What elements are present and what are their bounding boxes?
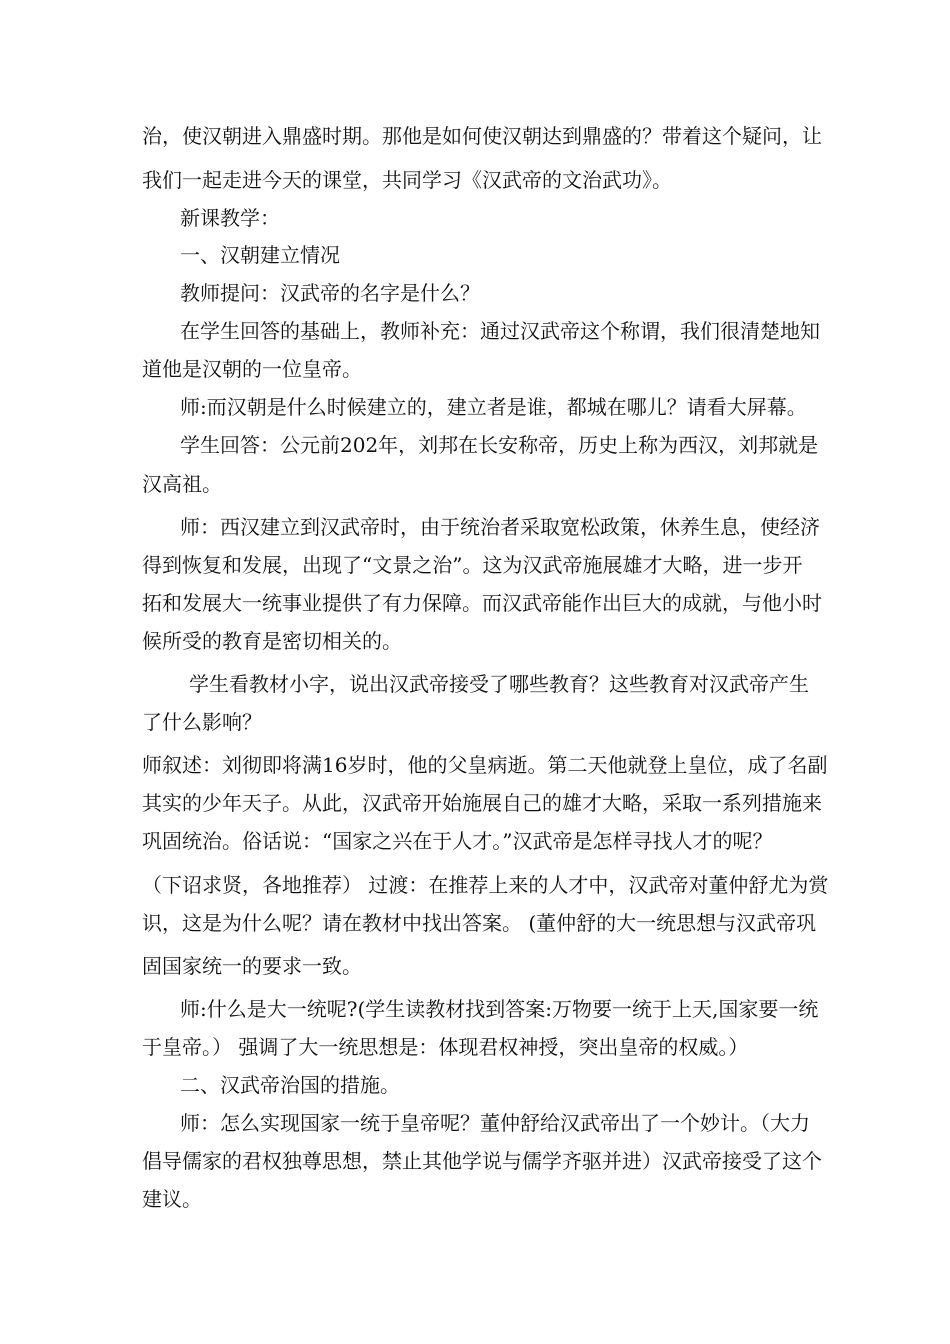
text-line: 巩固统治。俗话说：“国家之兴在于人才。”汉武帝是怎样寻找人才的呢？ — [142, 829, 773, 853]
section-heading: 一、汉朝建立情况 — [180, 243, 340, 267]
text-line: 学生看教材小字，说出汉武帝接受了哪些教育？这些教育对汉武帝产生 — [189, 672, 809, 696]
text-line: 师：怎么实现国家一统于皇帝呢？董仲舒给汉武帝出了一个妙计。（大力 — [180, 1111, 810, 1135]
text-line: 道他是汉朝的一位皇帝。 — [142, 357, 362, 381]
text-line: 学生回答：公元前202年，刘邦在长安称帝，历史上称为西汉，刘邦就是 — [180, 433, 819, 457]
text-line: 其实的少年天子。从此，汉武帝开始施展自己的雄才大略，采取一系列措施来 — [142, 791, 822, 815]
text-line: 得到恢复和发展，出现了“文景之治”。这为汉武帝施展雄才大略，进一步开 — [142, 553, 803, 577]
text-line: 拓和发展大一统事业提供了有力保障。而汉武帝能作出巨大的成就，与他小时 — [142, 591, 822, 615]
text-line: 在学生回答的基础上，教师补充：通过汉武帝这个称谓，我们很清楚地知 — [180, 319, 820, 343]
text-line: 治，使汉朝进入鼎盛时期。那他是如何使汉朝达到鼎盛的？带着这个疑问，让 — [142, 124, 822, 148]
section-heading: 二、汉武帝治国的措施。 — [180, 1073, 400, 1097]
text-line: 师:而汉朝是什么时候建立的，建立者是谁，都城在哪儿？请看大屏幕。 — [180, 395, 807, 419]
text-line: 倡导儒家的君权独尊思想，禁止其他学说与儒学齐驱并进）汉武帝接受了这个 — [142, 1149, 822, 1173]
text-line: 于皇帝。） 强调了大一统思想是：体现君权神授，突出皇帝的权威。） — [142, 1035, 749, 1059]
text-line: 识，这是为什么呢？请在教材中找出答案。 (董仲舒的大一统思想与汉武帝巩 — [142, 911, 817, 935]
text-line: 我们一起走进今天的课堂，共同学习《汉武帝的文治武功》。 — [142, 168, 672, 192]
text-line: 教师提问：汉武帝的名字是什么？ — [180, 281, 480, 305]
text-line: 汉高祖。 — [142, 472, 222, 496]
text-line: 新课教学： — [180, 206, 280, 230]
text-line: 候所受的教育是密切相关的。 — [142, 629, 402, 653]
text-line: 师：西汉建立到汉武帝时，由于统治者采取宽松政策，休养生息，使经济 — [180, 515, 820, 539]
text-line: 了什么影响？ — [142, 710, 262, 734]
text-line: 建议。 — [142, 1187, 202, 1211]
text-line: 师:什么是大一统呢?(学生读教材找到答案:万物要一统于上天,国家要一统 — [180, 997, 819, 1021]
text-line: （下诏求贤，各地推荐） 过渡：在推荐上来的人才中，汉武帝对董仲舒尤为赏 — [142, 873, 829, 897]
text-line: 固国家统一的要求一致。 — [142, 954, 362, 978]
text-line: 师叙述：刘彻即将满16岁时，他的父皇病逝。第二天他就登上皇位，成了名副 — [142, 753, 828, 777]
